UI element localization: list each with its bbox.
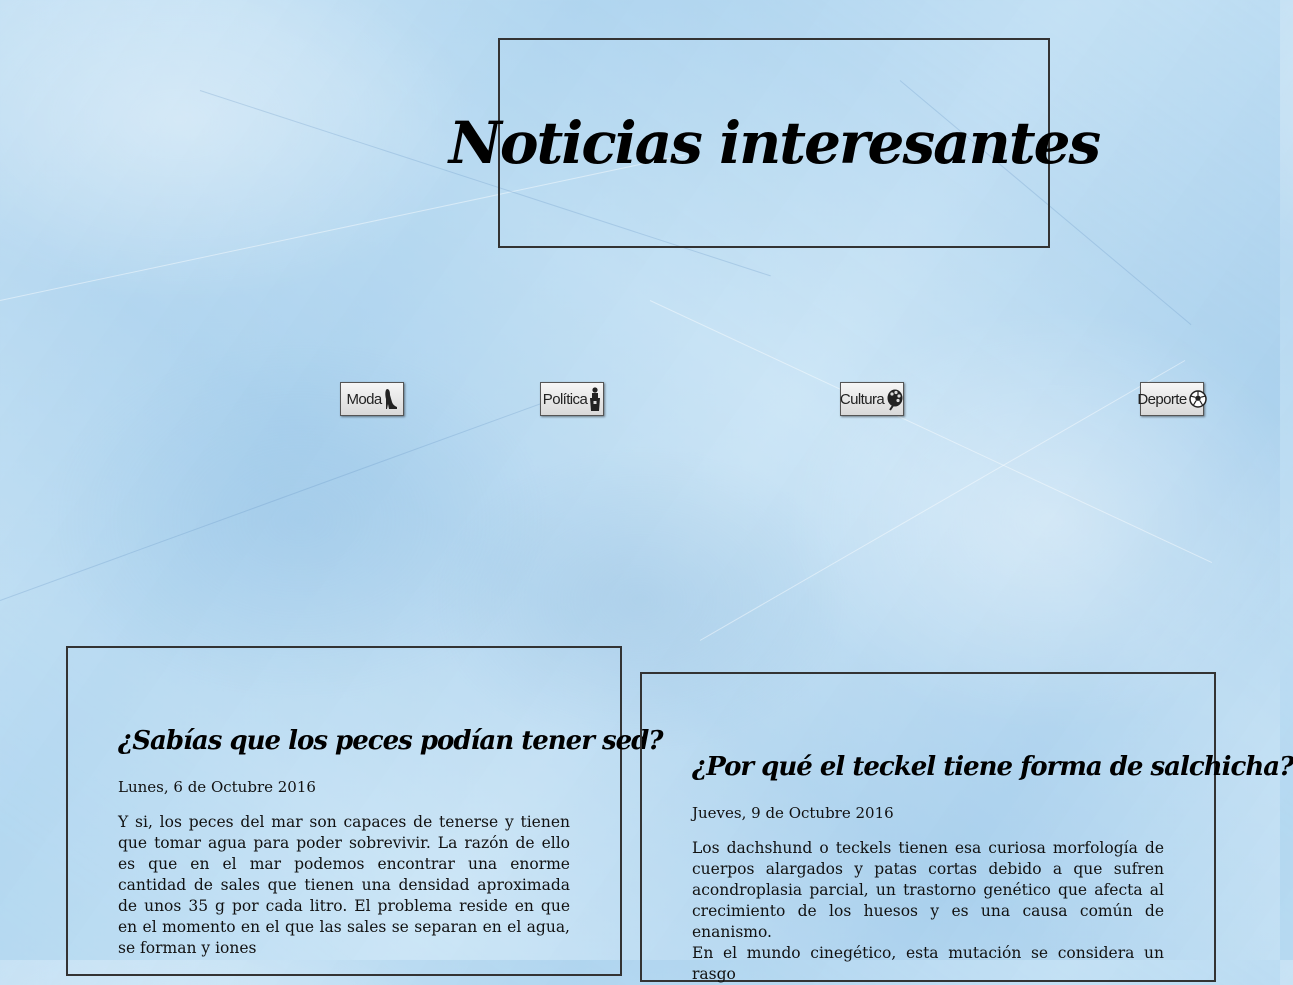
nav-button-politica[interactable] [540,382,604,416]
speaker-podium-icon [589,386,601,412]
nav-button-label: Moda [346,390,382,408]
nav-button-moda[interactable] [340,382,404,416]
site-title: Noticias interesantes [448,109,1100,177]
nav-button-label: Cultura [839,390,885,408]
paint-palette-icon [886,387,904,411]
site-header [448,38,1100,248]
paper-crease [700,360,1185,641]
article-date: Jueves, 9 de Octubre 2016 [692,804,894,822]
soccer-ball-icon [1189,390,1207,408]
nav-button-deporte[interactable] [1137,382,1204,416]
nav-button-label: Deporte [1137,390,1187,408]
nav-button-cultura[interactable] [840,382,904,416]
article-card [66,646,663,976]
article-title: ¿Por qué el teckel tiene forma de salchicha? [692,752,1293,782]
article-body: Y si, los peces del mar son capaces de tenerse y tienen que tomar agua para poder sobrevivir. La razón de ello es que en el mar podemos encontrar una enorme cantidad de sales que tienen una densidad aproximada de unos 35 g por cada litro. El problema reside en que en el momento en el que las sales se separan en el agua, se forman y iones [118,813,570,957]
article-date: Lunes, 6 de Octubre 2016 [118,778,316,796]
paper-crease [650,300,1212,563]
nav-button-label: Política [542,390,588,408]
article-body: En el mundo cinegético, esta mutación se considera un rasgo [692,944,1164,983]
article-title: ¿Sabías que los peces podían tener sed? [118,726,663,756]
article-card [640,672,1293,983]
article-body: Los dachshund o teckels tienen esa curiosa morfología de cuerpos alargados y patas cortas debido a que sufren acondroplasia parcial, un trastorno genético que afecta al crecimiento de los huesos y es una causa común de enanismo. [692,839,1164,941]
paper-crease [0,381,602,601]
high-heel-shoe-icon [384,387,398,411]
